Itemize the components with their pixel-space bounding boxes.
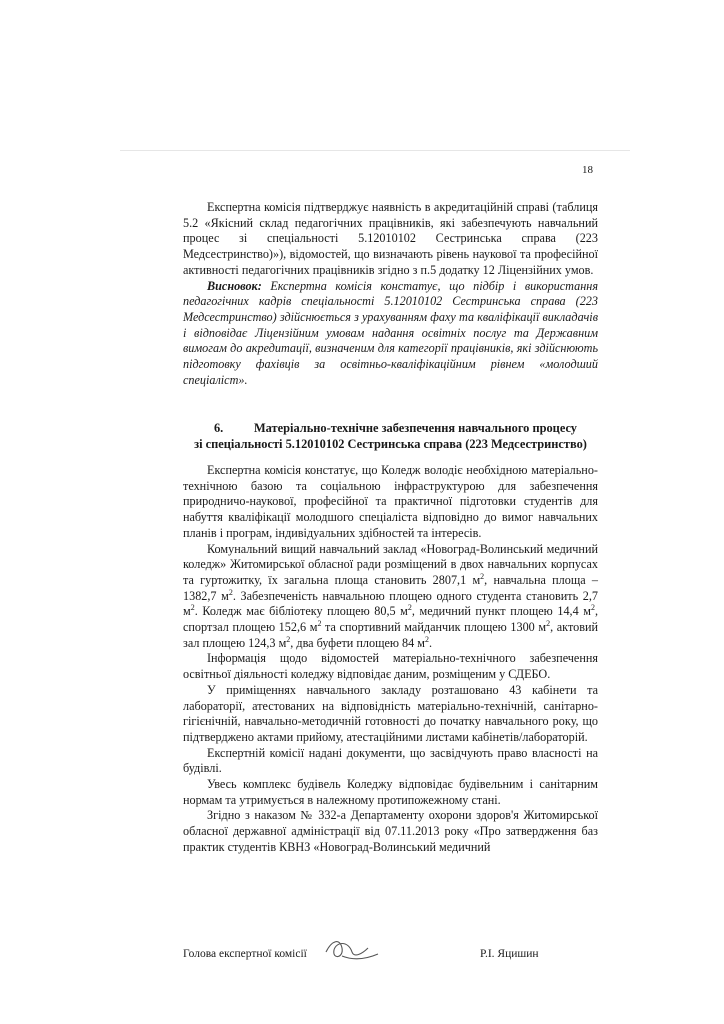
paragraph-order: Згідно з наказом № 332-а Департаменту охорони здоров'я Житомирської обласної державної адміністрації від 07.11.2013 року «Про затвердження баз практик студентів КВНЗ «Новоград-Волинський медичний xyxy=(183,808,598,854)
section-title-line2: зі спеціальності 5.12010102 Сестринська справа (223 Медсестринство) xyxy=(194,437,587,451)
paragraph-ownership: Експертній комісії надані документи, що засвідчують право власності на будівлі. xyxy=(183,745,598,776)
paragraph-buildings: Увесь комплекс будівель Коледжу відповідає будівельним і санітарним нормам та утримується в належному протипожежному стані. xyxy=(183,777,598,807)
paragraph-edebo: Інформація щодо відомостей матеріально-технічного забезпечення освітньої діяльності коледжу відповідає даним, розміщеним у СДЕБО. xyxy=(183,651,598,682)
paragraph-base: Експертна комісія констатує, що Коледж володіє необхідною матеріально-технічною базою та соціальною інфраструктурою для забезпечення природничо-наукової, професійної та практичної підготовки студентів для набуття кваліфікації молодшого спеціаліста відповідно до вимог навчальних планів і програм, індивідуальних здібностей та інтересів. xyxy=(183,463,598,540)
footer-chair-label: Голова експертної комісії xyxy=(183,948,307,960)
page-number: 18 xyxy=(582,164,593,176)
section-number: 6. xyxy=(213,421,224,435)
footer-signer-name: Р.І. Яцишин xyxy=(480,948,539,960)
section-title-line1: Матеріально-технічне забезпечення навчального процесу xyxy=(253,421,578,435)
paragraph-rooms: У приміщеннях навчального закладу розташовано 43 кабінети та лабораторії, атестованих на відповідність матеріально-технічній, санітарно-гігієнічній, навчально-методичній готовності до початку навчального року, що підтверджено актами прийому, атестаційними листами кабінетів/лабораторій. xyxy=(183,682,598,744)
section-heading xyxy=(183,420,598,452)
conclusion-label: Висновок: xyxy=(207,278,262,293)
scan-edge xyxy=(120,150,630,151)
conclusion-text: Експертна комісія констатує, що підбір і використання педагогічних кадрів спеціальності 5.12010102 Сестринська справа (223 Медсестринство) здійснюється з урахуванням фаху та кваліфікації викладачів і відповідає Ліцензійним умовам надання освітніх послуг та Державним вимогам до акредитації, визначеним для категорії працівників, які здійснюють підготовку фахівців за освітньо-кваліфікаційним рівнем «молодший спеціаліст». xyxy=(183,278,598,387)
paragraph-accreditation: Експертна комісія підтверджує наявність в акредитаційній справі (таблиця 5.2 «Якісний склад педагогічних працівників, які забезпечують навчальний процес зі спеціальності 5.12010102 Сестринська справа (223 Медсестринство)»), відомостей, що визначають рівень наукової та професійної активності педагогічних працівників згідно з п.5 додатку 12 Ліцензійних умов. xyxy=(183,200,598,277)
section-body xyxy=(183,463,598,856)
top-section xyxy=(183,200,598,388)
conclusion-paragraph xyxy=(183,279,598,389)
signature-image xyxy=(318,930,388,970)
paragraph-areas: Комунальний вищий навчальний заклад «Новоград-Волинський медичний коледж» Житомирської обласної ради розміщений в двох навчальних корпусах та гуртожитку, їх загальна площа становить 2807,1 $м^2$, навчальна площа – 1382,7 $м^2$. Забезпеченість навчальною площею одного студента становить 2,7 $м^2$. Коледж має бібліотеку площею 80,5 $м^2$, медичний пункт площею 14,4 $м^2$, спортзал площею 152,6 $м^2$ та спортивний майданчик площею 1300 $м^2$, актовий зал площею 124,3 $м^2$, два буфети площею 84 $м^2$. xyxy=(183,541,599,650)
